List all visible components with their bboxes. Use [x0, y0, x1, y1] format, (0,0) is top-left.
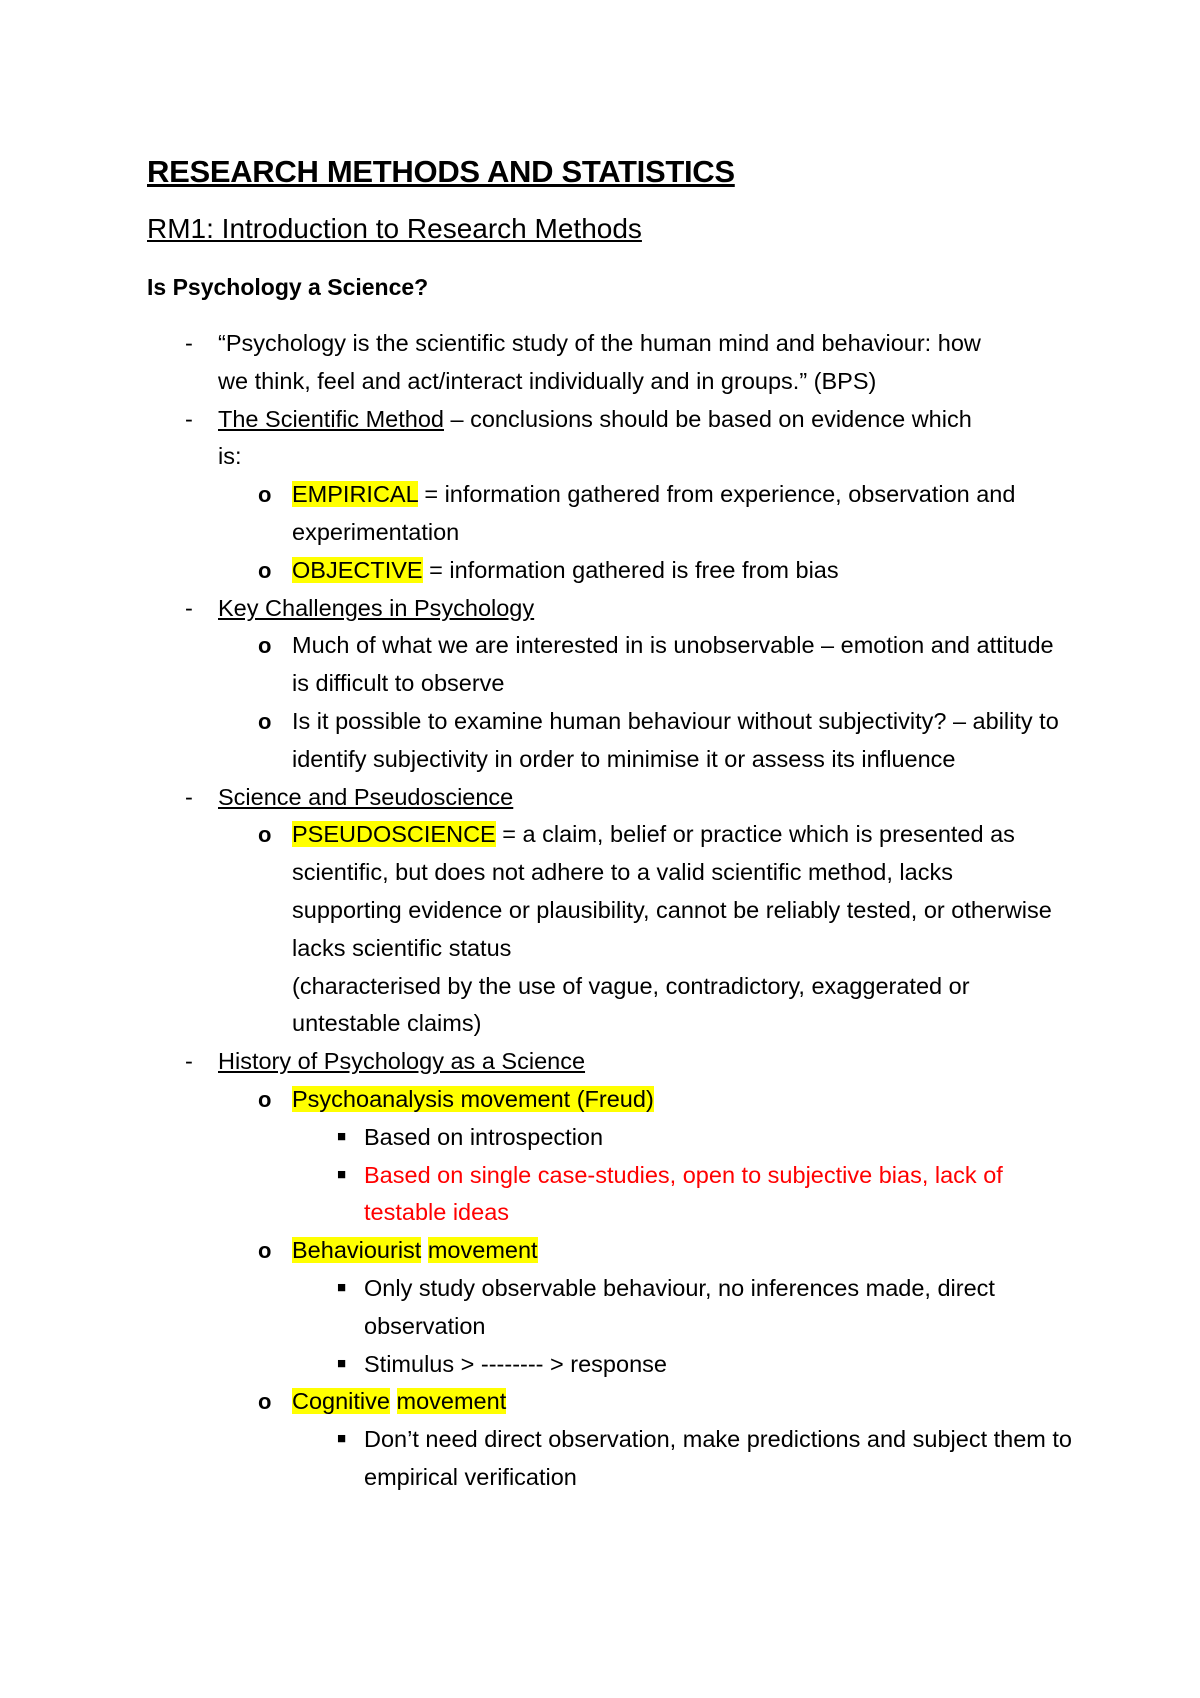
circle-marker: o	[258, 557, 272, 583]
dash-marker: -	[185, 405, 193, 432]
circle-marker: o	[258, 482, 272, 508]
list-item: o EMPIRICAL = information gathered from experience, observation and experimentation	[0, 476, 1200, 552]
bps-definition: “Psychology is the scientific study of the human mind and behaviour: how we think, feel and act/interact individually and in groups.” (BPS)	[218, 330, 981, 394]
scientific-method-heading: The Scientific Method	[218, 405, 444, 432]
psychoanalysis-movement: Psychoanalysis movement (Freud)	[292, 1085, 654, 1112]
list-item: ■ Based on introspection	[0, 1119, 1200, 1157]
page-title: RESEARCH METHODS AND STATISTICS	[147, 154, 735, 189]
circle-marker: o	[258, 708, 272, 734]
cognitive-word: Cognitive	[292, 1388, 390, 1415]
circle-marker: o	[258, 1086, 272, 1112]
list-item	[0, 1043, 1200, 1081]
square-marker: ■	[337, 1278, 347, 1296]
list-item	[0, 779, 1200, 817]
dash-marker: -	[185, 783, 193, 810]
circle-marker: o	[258, 1238, 272, 1264]
history-heading: History of Psychology as a Science	[218, 1048, 586, 1075]
list-item	[0, 1081, 1200, 1119]
dash-marker: -	[185, 330, 193, 356]
list-item	[0, 1383, 1200, 1421]
dash-marker: -	[185, 594, 193, 621]
list-item	[0, 325, 1200, 401]
circle-marker: o	[258, 633, 272, 659]
list-item: ■ Don’t need direct observation, make predictions and subject them to empirical verification	[0, 1421, 1200, 1497]
term-empirical: EMPIRICAL	[292, 481, 418, 508]
list-item: ■ Stimulus > -------- > response	[0, 1346, 1200, 1384]
term-pseudoscience: PSEUDOSCIENCE	[292, 821, 496, 848]
movement-word: movement	[427, 1237, 538, 1264]
list-item	[0, 1157, 1200, 1233]
square-marker: ■	[337, 1354, 347, 1372]
term-objective: OBJECTIVE	[292, 556, 423, 583]
list-item: - The Scientific Method – conclusions should be based on evidence which is:	[0, 401, 1200, 477]
square-marker: ■	[337, 1127, 347, 1145]
list-item	[0, 1232, 1200, 1270]
pseudoscience-note: (characterised by the use of vague, contradictory, exaggerated or untestable claims)	[292, 972, 970, 1037]
psychoanalysis-criticism: Based on single case-studies, open to subjective bias, lack of testable ideas	[364, 1161, 1003, 1226]
movement-word: movement	[396, 1388, 507, 1415]
page-subtitle: RM1: Introduction to Research Methods	[147, 213, 642, 244]
key-challenges-heading: Key Challenges in Psychology	[218, 594, 535, 621]
list-item	[0, 590, 1200, 628]
behaviourist-word: Behaviourist	[292, 1237, 422, 1264]
section-heading: Is Psychology a Science?	[147, 274, 429, 300]
list-item: o OBJECTIVE = information gathered is free from bias	[0, 552, 1200, 590]
circle-marker: o	[258, 822, 272, 848]
bullet-list	[0, 325, 1200, 1497]
list-item: ■ Only study observable behaviour, no inferences made, direct observation	[0, 1270, 1200, 1346]
pseudoscience-heading: Science and Pseudoscience	[218, 783, 514, 810]
square-marker: ■	[337, 1165, 347, 1183]
list-item: o Is it possible to examine human behaviour without subjectivity? – ability to identify subjectivity in order to minimise it or assess its influence	[0, 703, 1200, 779]
circle-marker: o	[258, 1389, 272, 1415]
square-marker: ■	[337, 1430, 347, 1448]
dash-marker: -	[185, 1048, 193, 1075]
list-item: o Much of what we are interested in is unobservable – emotion and attitude is difficult to observe	[0, 627, 1200, 703]
list-item: o PSEUDOSCIENCE = a claim, belief or practice which is presented as scientific, but does not adhere to a valid scientific method, lacks supporting evidence or plausibility, cannot be reliably tested, or otherwise lacks scientific status (characterised by the use of vague, contradictory, exaggerated or untestable claims)	[0, 816, 1200, 1043]
